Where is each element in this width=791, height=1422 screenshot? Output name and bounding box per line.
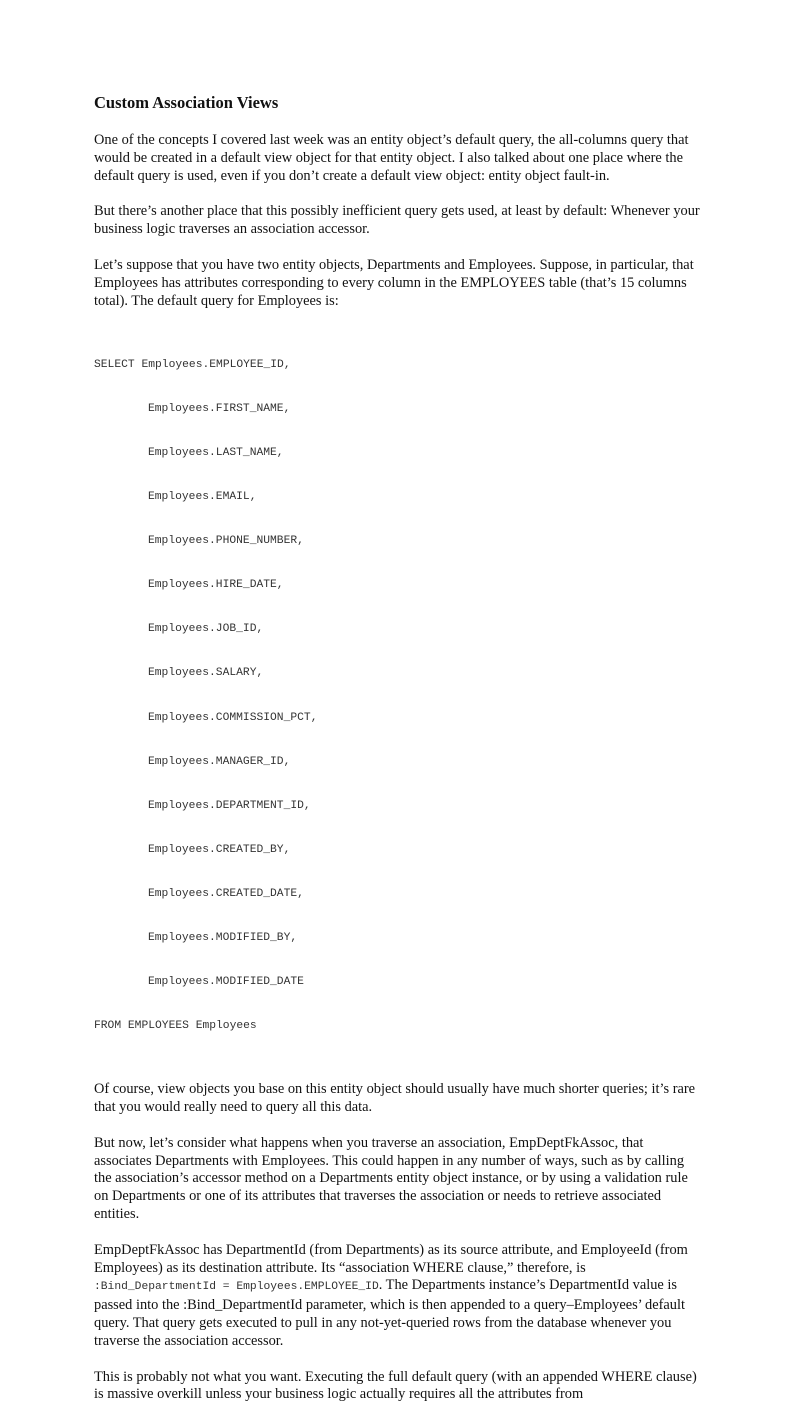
code-line: Employees.CREATED_BY, — [148, 843, 291, 856]
code-line: Employees.CREATED_DATE, — [148, 887, 304, 900]
paragraph-entity-objects: Let’s suppose that you have two entity objects, Departments and Employees. Suppose, in particular, that Employees has attributes corresponding to every column in the EMPLOYEES table (that’s 15 columns total). The default query for Employees is: — [94, 256, 694, 309]
inline-code-bind-clause: :Bind_DepartmentId = Employees.EMPLOYEE_ID — [94, 1281, 379, 1294]
code-column: Employees.EMPLOYEE_ID, — [141, 358, 291, 371]
code-line: Employees.MODIFIED_DATE — [148, 976, 304, 989]
code-line: Employees.MANAGER_ID, — [148, 755, 291, 768]
paragraph-where-clause-text-a: EmpDeptFkAssoc has DepartmentId (from Departments) as its source attribute, and EmployeeId (from Employees) as its destination attribute. Its “association WHERE clause,” therefore, is — [94, 1241, 688, 1276]
code-line: Employees.COMMISSION_PCT, — [148, 711, 318, 724]
paragraph-view-objects: Of course, view objects you base on this entity object should usually have much shorter queries; it’s rare that you would really need to query all this data. — [94, 1081, 696, 1116]
paragraph-default-query-intro: One of the concepts I covered last week was an entity object’s default query, the all-columns query that would be created in a default view object for that entity object. I also talked about one place where the default query is used, even if you don’t create a default view object: entity object fault-in. — [94, 132, 689, 184]
document-title: Custom Association Views — [94, 93, 279, 112]
paragraph-association-accessor: But there’s another place that this possibly inefficient query gets used, at least by default: Whenever your business logic traverses an association accessor. — [94, 203, 700, 238]
code-line: Employees.SALARY, — [148, 667, 264, 680]
paragraph-overkill: This is probably not what you want. Executing the full default query (with an appended WHERE clause) is massive overkill unless your business logic actually requires all the attributes from — [94, 1368, 697, 1403]
code-line: Employees.FIRST_NAME, — [148, 402, 291, 415]
code-line: Employees.HIRE_DATE, — [148, 579, 284, 592]
sql-code-block — [94, 328, 700, 1063]
code-line-select — [94, 358, 700, 373]
paragraph-traverse-association: But now, let’s consider what happens when you traverse an association, EmpDeptFkAssoc, that associates Departments with Employees. This could happen in any number of ways, such as by calling the association’s accessor method on a Departments entity object instance, or by using a validation rule on Departments or one of its attributes that traverses the association or needs to retrieve associated entities. — [94, 1134, 688, 1223]
code-select-keyword: SELECT — [94, 358, 142, 371]
code-line: Employees.PHONE_NUMBER, — [148, 535, 304, 548]
code-line: Employees.JOB_ID, — [148, 623, 264, 636]
code-line: Employees.MODIFIED_BY, — [148, 932, 298, 944]
code-line: Employees.LAST_NAME, — [148, 446, 284, 459]
code-line: Employees.DEPARTMENT_ID, — [148, 799, 311, 812]
paragraph-where-clause — [94, 1242, 700, 1351]
paragraph-where-clause-text-b: . The Departments instance’s DepartmentId value is passed into the :Bind_DepartmentId parameter, which is then appended to a query–Employees’ default query. That query gets executed to pull in any not-yet-queried rows from the database whenever you traverse the association accessor. — [94, 1277, 685, 1349]
document-page — [94, 93, 700, 1422]
code-line-from: FROM EMPLOYEES Employees — [94, 1020, 257, 1033]
code-line: Employees.EMAIL, — [148, 491, 257, 504]
